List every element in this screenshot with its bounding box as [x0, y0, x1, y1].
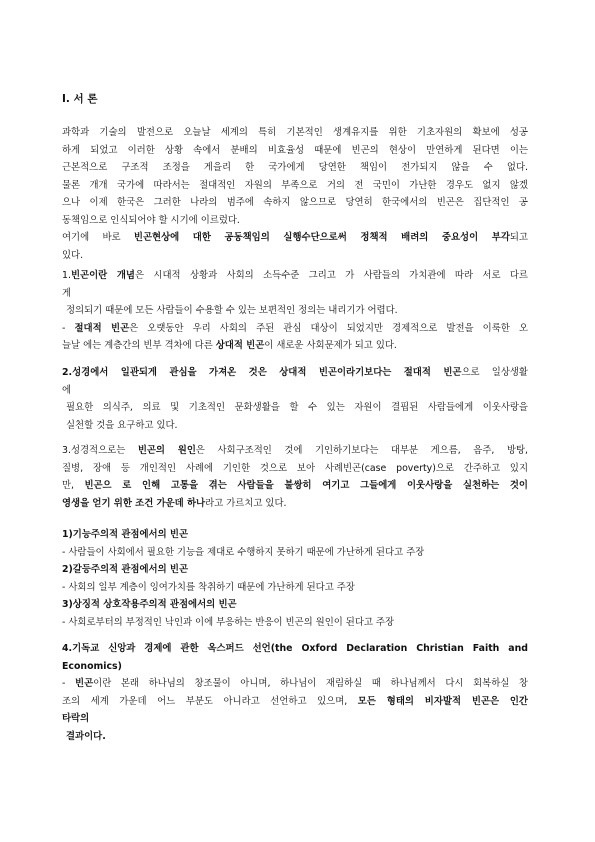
section-3 — [62, 442, 528, 512]
view-title: 1)기능주의적 관점에서의 빈곤 — [62, 529, 189, 540]
s2-line: 에 — [62, 384, 72, 396]
emphasis-text: 모든 형태의 비자발적 빈곤은 인간 — [357, 695, 528, 707]
intro-paragraph — [62, 124, 528, 264]
text-span: 늘날 에는 계층간의 빈부 격차에 다른 — [62, 340, 216, 351]
text-span: 만, — [62, 480, 85, 491]
s1-line — [62, 337, 528, 355]
s3-line — [62, 477, 528, 495]
intro-line: 동책임으로 인식되어야 할 시기에 이르렀다. — [62, 214, 240, 226]
s4-line: 4.기독교 신앙과 경제에 관한 옥스퍼드 선언(the Oxford Declaration Christian Faith and — [62, 643, 528, 654]
intro-line: 물론 개개 국가에 따라서는 절대적인 자원의 부족으로 거의 전 국민이 가난한 경우도 없지 않겠 — [62, 179, 528, 191]
text-span: 이란 본래 하나님의 창조물이 아니며, 하나님이 재림하실 때 하나님께서 다시 회복하실 창 — [93, 678, 528, 689]
view-description: - 사회의 일부 계층이 잉여가치를 착취하기 때문에 가난하게 된다고 주장 — [62, 581, 355, 593]
text-span: 은 오랫동안 우리 사회의 주된 관심 대상이 되었지만 경제적으로 발전을 이룩한 오 — [129, 322, 528, 334]
s4-line: 결과이다. — [66, 730, 106, 742]
s1-line — [62, 320, 528, 338]
s3-line — [62, 495, 528, 513]
s2-line: 필요한 의식주, 의료 및 기초적인 문화생활을 할 수 있는 자원이 결핍된 사람들에게 이웃사랑을 — [66, 402, 528, 413]
section-heading-block — [62, 91, 528, 109]
intro-line: 근본적으로 구조적 조정을 게을리 한 국가에게 당연한 책임이 전가되지 않을 수 없다. — [62, 162, 528, 173]
emphasis-text: 빈곤현상에 대한 공동책임의 실행수단으로써 정책적 배려의 중요성이 부각 — [133, 232, 510, 243]
text-span: 3.성경적으로는 — [62, 445, 138, 456]
s3-line: 질병, 장애 등 개인적인 사례에 기인한 것으로 보아 사례빈곤(case poverty)으로 간주하고 있지 — [62, 462, 528, 474]
view-description: - 사람들이 사회에서 필요한 기능을 제대로 수행하지 못하기 때문에 가난하게 된다고 주장 — [62, 546, 425, 558]
s2-line: 실천할 것을 요구하고 있다. — [66, 419, 178, 431]
emphasis-text: 빈곤의 원인 — [137, 445, 196, 456]
intro-line: 하게 되었고 이러한 상황 속에서 분배의 비효율성 때문에 빈곤의 현상이 만연하게 된다면 이는 — [62, 144, 528, 156]
intro-line: 과학과 기술의 발전으로 오늘날 세계의 특히 기본적인 생계유지를 위한 기초자원의 확보에 성공 — [62, 127, 528, 138]
text-span: 라고 가르치고 있다. — [205, 497, 287, 509]
page-heading: Ⅰ. 서 론 — [62, 93, 98, 105]
intro-line: 으나 이제 한국은 그러한 나라의 범주에 속하지 않으므로 당연히 한국에서의 빈곤은 집단적인 공 — [62, 197, 528, 208]
emphasis-text: 빈곤이란 개념 — [70, 270, 135, 281]
text-span: 조의 세계 가운데 어느 부분도 아니라고 선언하고 있으며, — [62, 695, 358, 707]
emphasis-text: 절대적 빈곤 — [74, 322, 130, 334]
s2-line — [62, 364, 528, 382]
section-number: 1. — [62, 270, 71, 281]
view-title: 2)갈등주의적 관점에서의 빈곤 — [62, 564, 189, 575]
text-span: 이 새로운 사회문제가 되고 있다. — [264, 340, 397, 351]
s4-line: 타락의 — [62, 713, 90, 724]
text-span: - — [62, 678, 76, 689]
view-title: 3)상징적 상호작용주의적 관점에서의 빈곤 — [62, 599, 237, 610]
s4-line — [62, 693, 528, 711]
section-4 — [62, 640, 528, 745]
text-span: 여기에 바로 — [62, 232, 134, 243]
text-span: - — [62, 322, 75, 334]
s1-line — [62, 267, 528, 285]
emphasis-text: 빈곤으 로 인해 고통을 겪는 사람들을 불쌍히 여기고 그들에게 이웃사랑을 실천하는 것이 — [84, 480, 528, 491]
s1-line: 정의되기 때문에 모든 사람들이 수용할 수 있는 보편적인 정의는 내리기가 어렵다. — [66, 305, 398, 316]
text-span: 은 사회구조적인 것에 기인하기보다는 대부분 게으름, 음주, 방탕, — [195, 445, 528, 456]
s3-line — [62, 442, 528, 460]
s4-line — [62, 675, 528, 693]
section-1 — [62, 267, 528, 355]
emphasis-text: 영생을 얻기 위한 조건 가운데 하나 — [62, 497, 206, 509]
section-2 — [62, 364, 528, 434]
s4-line: Economics) — [62, 660, 122, 672]
text-span: 으로 일상생활 — [461, 367, 528, 378]
intro2-line: 있다. — [62, 249, 84, 261]
emphasis-text: 2.성경에서 일관되게 관심을 가져온 것은 상대적 빈곤이라기보다는 절대적 빈곤 — [62, 367, 462, 378]
view-description: - 사회로부터의 부정적인 낙인과 이에 부응하는 반응이 빈곤의 원인이 된다고 주장 — [62, 616, 395, 628]
poverty-views-list — [62, 526, 528, 631]
s1-line: 게 — [62, 287, 72, 299]
text-span: 은 시대적 상황과 사회의 소득수준 그리고 가 사람들의 가치관에 따라 서로 다르 — [134, 270, 528, 281]
text-span: 되고 — [509, 232, 528, 243]
emphasis-text: 빈곤 — [75, 678, 94, 689]
intro2-line — [62, 229, 528, 247]
emphasis-text: 상대적 빈곤 — [215, 340, 265, 351]
